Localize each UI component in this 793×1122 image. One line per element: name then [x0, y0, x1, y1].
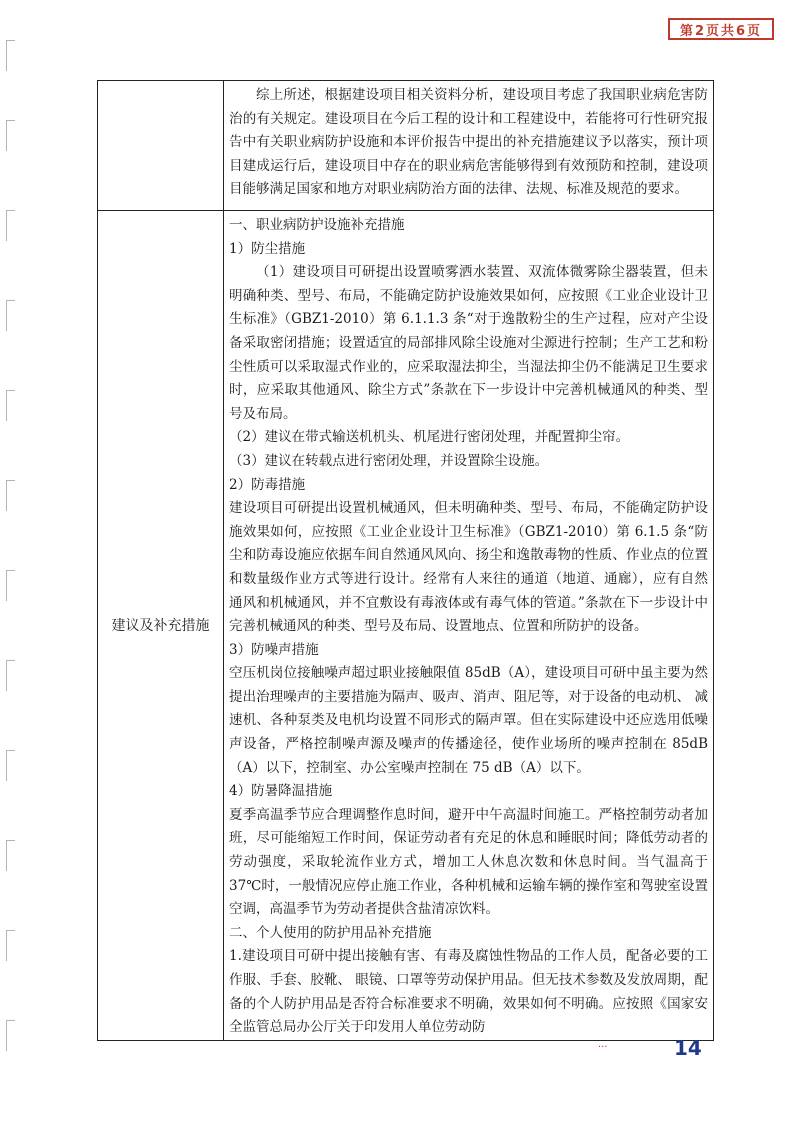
- heat-paragraph: 夏季高温季节应合理调整作息时间，避开中午高温时间施工。严格控制劳动者加班，尽可能缩短工作时间，保证劳动者有充足的休息和睡眠时间；降低劳动者的劳动强度，采取轮流作业方式，增加工人休息次数和休息时间。当气温高于 37℃时，一般情况应停止施工作业，各种机械和运输车辆的操作室和驾驶室设置空调，高温季节为劳动者提供含盐清凉饮料。: [229, 806, 708, 918]
- poison-title: 2）防毒措施: [229, 476, 306, 493]
- summary-label-cell: [98, 81, 224, 211]
- noise-title: 3）防噪声措施: [229, 641, 319, 658]
- dust-paragraph-1: （1）建设项目可研提出设置喷雾洒水装置、双流体微雾除尘器装置，但未明确种类、型号、布局，不能确定防护设施效果如何，应按照《工业企业设计卫生标准》（GBZ1-2010）第 6.1.1.3 条“对于逸散粉尘的生产过程，应对产尘设备采取密闭措施；设置适宜的局部排风除尘设施对尘源进行控制；生产工艺和粉尘性质可以采取湿式作业的，应采取湿法抑尘，当湿法抑尘仍不能满足卫生要求时，应采取其他通风、除尘方式”条款在下一步设计中完善机械通风的种类、型号及布局。: [229, 264, 708, 422]
- section-2-title: 二、个人使用的防护用品补充措施: [229, 924, 432, 941]
- measures-row: [98, 211, 714, 1041]
- evaluation-table: [97, 80, 714, 1041]
- binding-margin-marks: [4, 40, 18, 1100]
- handwritten-page-number: 14: [674, 1036, 702, 1060]
- poison-paragraph: 建设项目可研提出设置机械通风，但未明确种类、型号、布局，不能确定防护设施效果如何，应按照《工业企业设计卫生标准》（GBZ1-2010）第 6.1.5 条“防尘和防毒设施应依据车间自然通风风向、扬尘和逸散毒物的性质、作业点的位置和数量级作业方式等进行设计。经常有人来往的通道（地道、通廊），应有自然通风和机械通风，并不宜敷设有毒液体或有毒气体的管道。”条款在下一步设计中完善机械通风的种类、型号及布局、设置地点、位置和所防护的设备。: [229, 500, 708, 635]
- section-1-title: 一、职业病防护设施补充措施: [229, 217, 405, 233]
- measures-cell: [224, 211, 714, 1041]
- summary-cell: [224, 81, 714, 211]
- dust-paragraph-2: （2）建议在带式输送机机头、机尾进行密闭处理，并配置抑尘帘。: [229, 429, 630, 446]
- measures-label: 建议及补充措施: [98, 211, 224, 1041]
- summary-paragraph: 综上所述，根据建设项目相关资料分析，建设项目考虑了我国职业病危害防治的有关规定。建设项目在今后工程的设计和工程建设中，若能将可行性研究报告中有关职业病防护设施和本评价报告中提出的补充措施建议予以落实，预计项目建成运行后，建设项目中存在的职业病危害能够得到有效预防和控制，建设项目能够满足国家和地方对职业病防治方面的法律、法规、标准及规范的要求。: [229, 87, 708, 198]
- bottom-annotation-mark: ···: [598, 1042, 608, 1053]
- page-count-stamp: 第2页共6页: [668, 18, 774, 40]
- noise-paragraph: 空压机岗位接触噪声超过职业接触限值 85dB（A），建设项目可研中虽主要为然提出治理噪声的主要措施为隔声、吸声、消声、阻尼等，对于设备的电动机、 减速机、各种泵类及电机均设置不同形式的隔声罩。但在实际建设中还应选用低噪声设备，严格控制噪声源及噪声的传播途径，使作业场所的噪声控制在 85dB（A）以下，控制室、办公室噪声控制在 75 dB（A）以下。: [229, 665, 708, 776]
- heat-title: 4）防暑降温措施: [229, 783, 333, 800]
- dust-title: 1）防尘措施: [229, 240, 306, 257]
- summary-row: [98, 81, 714, 211]
- dust-paragraph-3: （3）建议在转载点进行密闭处理，并设置除尘设施。: [229, 452, 549, 469]
- ppe-paragraph: 1.建设项目可研中提出接触有害、有毒及腐蚀性物品的工作人员，配备必要的工作服、手套、胶靴、 眼镜、口罩等劳动保护用品。但无技术参数及发放周期，配备的个人防护用品是否符合标准要求不明确，效果如何不明确。应按照《国家安全监管总局办公厅关于印发用人单位劳动防: [229, 948, 708, 1036]
